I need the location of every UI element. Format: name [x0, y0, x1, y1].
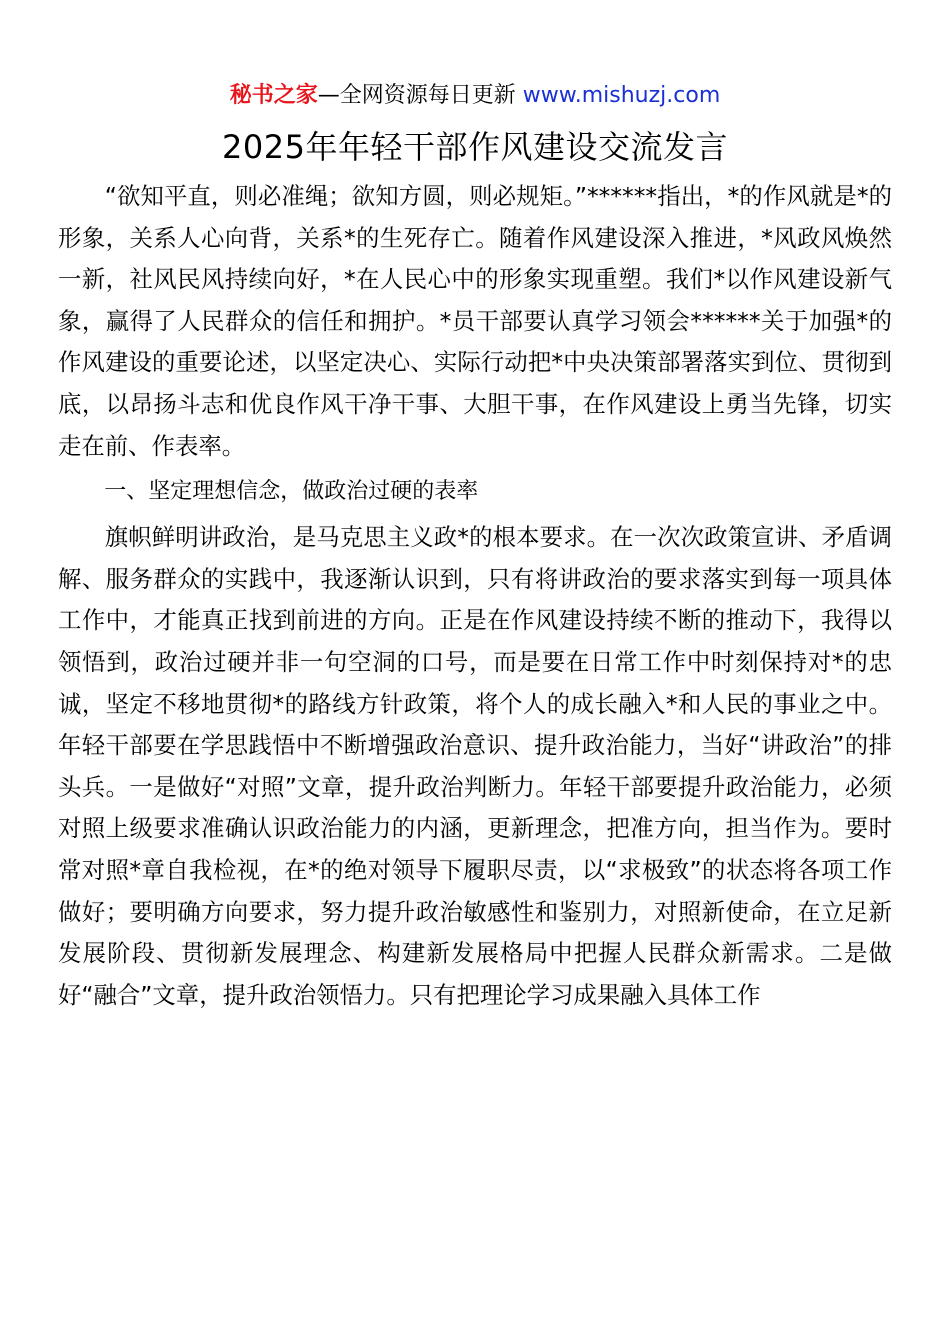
section-heading: 一、坚定理想信念，做政治过硬的表率 — [104, 479, 479, 505]
site-brand: 秘书之家 — [229, 83, 318, 108]
site-url-link[interactable]: www.mishuzj.com — [522, 83, 721, 108]
document-title: 2025年年轻干部作风建设交流发言 — [222, 128, 728, 166]
site-tagline: —全网资源每日更新 — [317, 83, 523, 108]
site-header — [0, 80, 950, 112]
section-paragraph: 旗帜鲜明讲政治，是马克思主义政*的根本要求。在一次次政策宣讲、矛盾调解、服务群众的实践中，我逐渐认识到，只有将讲政治的要求落实到每一项具体工作中，才能真正找到前进的方向。正是在作风建设持续不断的推动下，我得以领悟到，政治过硬并非一句空洞的口号，而是要在日常工作中时刻保持对*的忠诚，坚定不移地贯彻*的路线方针政策，将个人的成长融入*和人民的事业之中。年轻干部要在学思践悟中不断增强政治意识、提升政治能力，当好“讲政治”的排头兵。一是做好“对照”文章，提升政治判断力。年轻干部要提升政治能力，必须对照上级要求准确认识政治能力的内涵，更新理念，把准方向，担当作为。要时常对照*章自我检视，在*的绝对领导下履职尽责，以“求极致”的状态将各项工作做好；要明确方向要求，努力提升政治敏感性和鉴别力，对照新使命，在立足新发展阶段、贯彻新发展理念、构建新发展格局中把握人民群众新需求。二是做好“融合”文章，提升政治领悟力。只有把理论学习成果融入具体工作 — [58, 523, 892, 1009]
document-body — [58, 176, 892, 1016]
intro-paragraph: “欲知平直，则必准绳；欲知方圆，则必规矩。”******指出，*的作风就是*的形象，关系人心向背，关系*的生死存亡。随着作风建设深入推进，*风政风焕然一新，社风民风持续向好，*在人民心中的形象实现重塑。我们*以作风建设新气象，赢得了人民群众的信任和拥护。*员干部要认真学习领会******关于加强*的作风建设的重要论述，以坚定决心、实际行动把*中央决策部署落实到位、贯彻到底，以昂扬斗志和优良作风干净干事、大胆干事，在作风建设上勇当先锋，切实走在前、作表率。 — [58, 182, 892, 460]
